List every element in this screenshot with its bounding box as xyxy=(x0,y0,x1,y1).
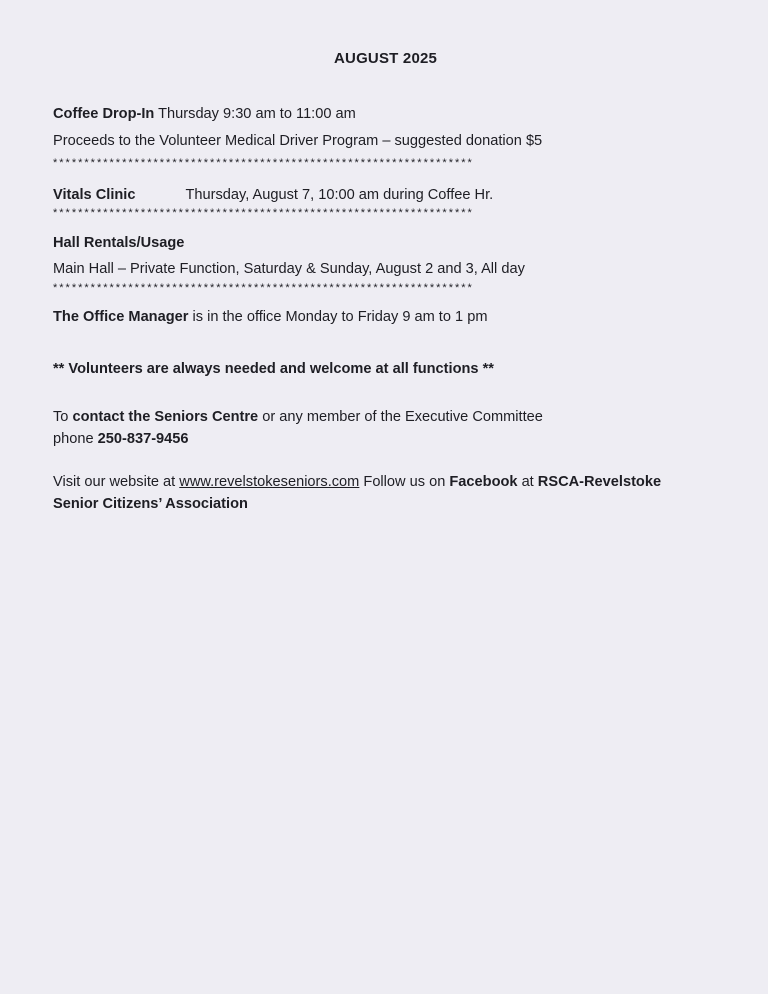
separator-1: ******************************************************************* xyxy=(53,157,474,169)
phone-number: 250-837-9456 xyxy=(97,431,189,447)
phone-line xyxy=(53,429,189,449)
vitals-clinic-label: Vitals Clinic xyxy=(53,187,136,203)
website-prefix: Visit our website at xyxy=(53,474,180,490)
facebook-page-name-part2: Senior Citizens’ Association xyxy=(53,496,248,512)
separator-2: ******************************************************************* xyxy=(53,207,474,219)
coffee-dropin-line xyxy=(53,104,356,124)
vitals-clinic-details: Thursday, August 7, 10:00 am during Coffee Hr. xyxy=(185,187,494,203)
office-manager-line xyxy=(53,307,487,327)
coffee-dropin-time: Thursday 9:30 am to 11:00 am xyxy=(154,106,356,122)
vitals-clinic-line xyxy=(53,185,493,205)
hall-rentals-heading: Hall Rentals/Usage xyxy=(53,235,185,251)
page-title: AUGUST 2025 xyxy=(334,50,438,67)
website-link[interactable]: www.revelstokeseniors.com xyxy=(179,474,360,490)
website-at: at xyxy=(517,474,538,490)
facebook-page-name-part1: RSCA-Revelstoke xyxy=(537,474,662,490)
volunteers-notice: ** Volunteers are always needed and welcome at all functions ** xyxy=(53,361,494,377)
office-manager-label: The Office Manager xyxy=(53,309,189,325)
coffee-proceeds-line: Proceeds to the Volunteer Medical Driver Program – suggested donation $5 xyxy=(53,133,543,149)
contact-line xyxy=(53,407,543,427)
phone-prefix: phone xyxy=(53,431,98,447)
facebook-label: Facebook xyxy=(449,474,518,490)
contact-suffix: or any member of the Executive Committee xyxy=(258,409,543,425)
hall-rentals-details: Main Hall – Private Function, Saturday & Sunday, August 2 and 3, All day xyxy=(53,261,525,277)
contact-seniors-centre: contact the Seniors Centre xyxy=(72,409,259,425)
contact-prefix: To xyxy=(53,409,73,425)
office-manager-details: is in the office Monday to Friday 9 am to 1 pm xyxy=(188,309,488,325)
coffee-dropin-label: Coffee Drop-In xyxy=(53,106,155,122)
website-line xyxy=(53,472,661,492)
website-middle: Follow us on xyxy=(359,474,450,490)
separator-3: ******************************************************************* xyxy=(53,282,474,294)
